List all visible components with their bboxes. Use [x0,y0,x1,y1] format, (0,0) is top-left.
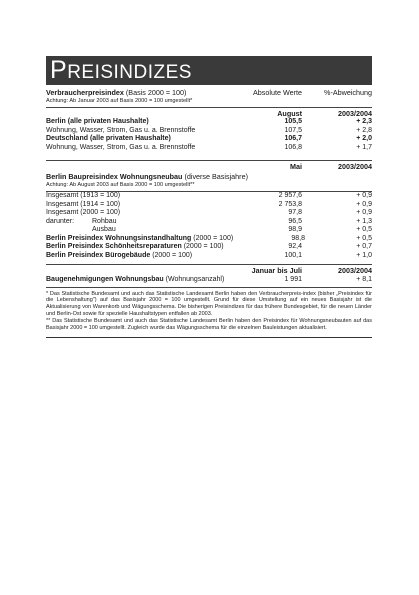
banner-title [46,56,372,85]
permits-years: 2003/2004 [338,266,372,275]
cpi-title: Verbraucherpreisindex [46,88,124,97]
cpi-period: August [277,109,302,118]
cpi-note: Achtung: Ab Januar 2003 auf Basis 2000 = 100 umgestellt* [46,98,193,104]
table-row: Berlin (alle privaten Haushalte) 105,5 + 2,3 [46,118,372,125]
table-row: Deutschland (alle privaten Haushalte) 106,7 + 2,0 [46,135,372,142]
footnote-2: ** Das Statistische Bundesamt und auch das Statistische Landesamt Berlin haben den Preisindex für Wohnungsneubauten auf das Basisjahr 2000 = 100 umgestellt. Zugleich wurde das Wägungsschema für die einzelnen Bauleistungen aktualisiert. [46,318,372,332]
table-row: Insgesamt (2000 = 100) 97,8 + 0,9 [46,209,372,216]
banner-rest: REISINDIZES [67,62,192,83]
construction-period-header [46,162,372,171]
footnote-1: * Das Statistische Bundesamt und auch das Statistische Landesamt Berlin haben den Verbraucherpreis-index (bisher „Preisindex für die Lebenshaltung") auf das Basisjahr 2000 = 100 umgestellt. Grund für diese Umstellung auf ein neues Basisjahr ist die Aktualisierung von Warenkorb und Wägungsschema. Die bisherigen Preisindizes für das frühere Bundesgebiet, für die neuen Länder und Berlin-Ost sowie für spezielle Haushaltstypen entfallen ab 2003. [46,290,372,318]
col-absolute-header: Absolute Werte [252,88,302,97]
construction-years: 2003/2004 [338,162,372,171]
table-row: Wohnung, Wasser, Strom, Gas u. a. Brennstoffe 106,8 + 1,7 [46,143,372,151]
table-row: Insgesamt (1914 = 100) 2 753,8 + 0,9 [46,200,372,208]
divider [46,264,372,265]
construction-title: Berlin Baupreisindex Wohnungsneubau (diverse Basisjahre) [46,172,248,181]
table-row: Berlin Preisindex Bürogebäude (2000 = 100) 100,1 + 1,0 [46,251,372,259]
cpi-title-suffix: (Basis 2000 = 100) [123,88,187,97]
construction-note: Achtung: Ab August 2003 auf Basis 2000 = 100 umgestellt** [46,182,195,188]
table-row: Ausbau 98,9 + 0,5 [92,226,372,233]
table-row: Berlin Preisindex Schönheitsreparaturen (2000 = 100) 92,4 + 0,7 [46,243,372,250]
divider [46,287,372,288]
banner-cap: P [50,56,68,84]
table-row: Baugenehmigungen Wohnungsbau (Wohnungsanzahl) 1 991 + 8,1 [46,276,372,283]
table-row: darunter: Rohbau 96,5 + 1,3 [46,217,372,225]
permits-period-header [46,266,372,275]
table-row: Insgesamt (1913 = 100) 2 957,6 + 0,9 [46,192,372,199]
cpi-years: 2003/2004 [338,109,372,118]
divider [46,107,372,108]
cpi-period-header [46,109,372,118]
permits-period: Januar bis Juli [251,266,302,275]
table-row: Berlin Preisindex Wohnungsinstandhaltung (2000 = 100) 98,8 + 0,5 [46,234,372,242]
bottom-rule [46,337,372,338]
construction-period: Mai [290,162,302,171]
divider [46,160,372,161]
price-index-panel [46,56,372,338]
cpi-header [46,88,372,97]
col-deviation-header: %-Abweichung [324,88,372,97]
table-row: Wohnung, Wasser, Strom, Gas u. a. Brennstoffe 107,5 + 2,8 [46,126,372,134]
